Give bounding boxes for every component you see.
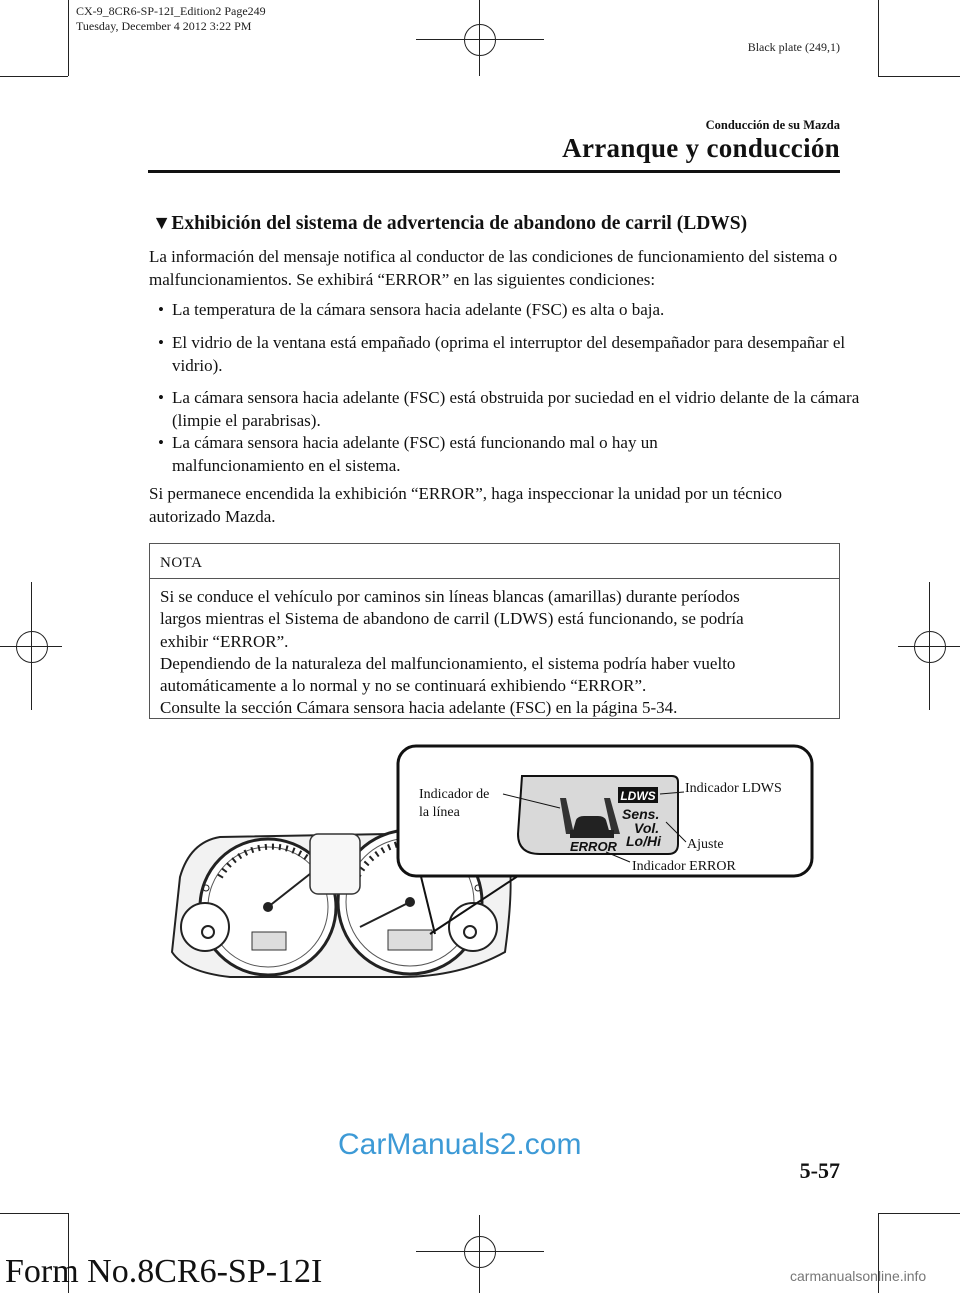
registration-mark [464, 1236, 496, 1268]
note-header [150, 544, 839, 579]
display-vol: Vol. [634, 820, 660, 836]
bullet-icon: • [158, 433, 164, 452]
list-item: • El vidrio de la ventana está empañado (oprima el interruptor del desempañador para desempañar el vidrio). [158, 333, 846, 375]
form-number: Form No.8CR6-SP-12I [5, 1253, 323, 1290]
list-item: • La temperatura de la cámara sensora hacia adelante (FSC) es alta o baja. [158, 300, 665, 319]
label-ldws-indicator: Indicador LDWS [685, 781, 782, 796]
label-error-indicator: Indicador ERROR [632, 859, 736, 874]
note-title: NOTA [160, 555, 203, 571]
registration-mark [464, 24, 496, 56]
note-body [160, 586, 832, 720]
closing-paragraph: Si permanece encendida la exhibición “ERROR”, haga inspeccionar la unidad por un técnico autorizado Mazda. [149, 484, 783, 526]
subsection-heading [152, 213, 747, 235]
note-line: largos mientras el Sistema de abandono de carril (LDWS) está funcionando, se podría [160, 609, 744, 629]
watermark-logo: CarManuals2.com [338, 1128, 582, 1161]
list-item: • La cámara sensora hacia adelante (FSC) está obstruida por suciedad en el vidrio delante de la cámara (limpie el parabrisas). [158, 388, 860, 430]
display-error: ERROR [570, 839, 617, 854]
bullet-icon: • [158, 388, 164, 407]
registration-mark [914, 631, 946, 663]
crop-mark [878, 0, 879, 76]
display-lohi: Lo/Hi [626, 833, 661, 849]
note-line: exhibir “ERROR”. [160, 631, 289, 651]
note-line: automáticamente a lo normal y no se continuará exhibiendo “ERROR”. [160, 676, 647, 696]
subsection-heading-text: Exhibición del sistema de advertencia de abandono de carril (LDWS) [171, 213, 748, 234]
chapter-title: Conducción de su Mazda [705, 118, 840, 132]
bullet-icon: • [158, 333, 164, 352]
display-sens: Sens. [622, 806, 660, 822]
label-adjust: Ajuste [687, 837, 724, 852]
print-date-line: Tuesday, December 4 2012 3:22 PM [76, 19, 252, 33]
instrument-cluster-figure [160, 742, 820, 982]
label-line-indicator: Indicador de la línea [419, 787, 490, 820]
note-line: Dependiendo de la naturaleza del malfuncionamiento, el sistema podría haber vuelto [160, 653, 736, 673]
display-ldws: LDWS [620, 789, 656, 803]
crop-mark [0, 1213, 68, 1214]
note-line: Consulte la sección Cámara sensora hacia adelante (FSC) en la página 5-34. [160, 698, 678, 718]
bullet-icon: • [158, 300, 164, 319]
note-line: Si se conduce el vehículo por caminos sin líneas blancas (amarillas) durante períodos [160, 587, 740, 606]
page-number: 5-57 [799, 1158, 840, 1183]
registration-mark [16, 631, 48, 663]
crop-mark [878, 76, 960, 77]
plate-label: Black plate (249,1) [747, 40, 840, 54]
crop-mark [878, 1213, 960, 1214]
print-file-line: CX-9_8CR6-SP-12I_Edition2 Page249 [76, 4, 266, 18]
list-item: • La cámara sensora hacia adelante (FSC) está funcionando mal o hay un malfuncionamiento en el sistema. [158, 433, 658, 475]
triangle-marker-icon: ▼ [152, 213, 172, 234]
section-title: Arranque y conducción [562, 133, 840, 163]
title-rule [148, 170, 840, 173]
crop-mark [0, 76, 68, 77]
intro-paragraph: La información del mensaje notifica al conductor de las condiciones de funcionamiento del sistema o malfuncionamientos. Se exhibirá “ERROR” en las siguientes condiciones: [149, 247, 838, 289]
source-site: carmanualsonline.info [790, 1268, 927, 1284]
crop-mark [68, 0, 69, 76]
note-box [149, 543, 840, 719]
